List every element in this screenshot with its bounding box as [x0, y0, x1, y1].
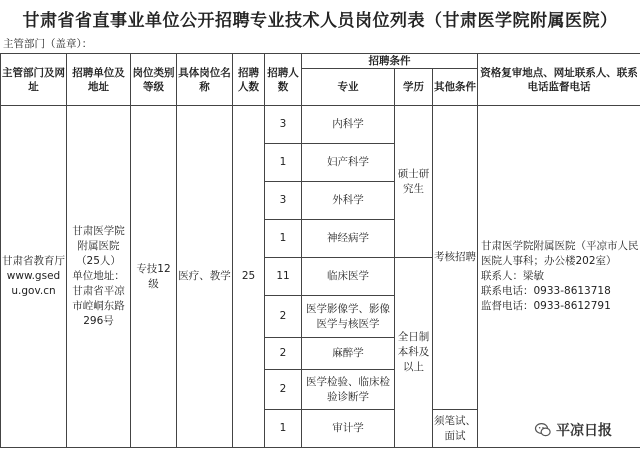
- cell-count: 2: [265, 296, 302, 338]
- cell-contact: 甘肃医学院附属医院（平凉市人民医院人事科；办公楼202室） 联系人：梁敏 联系电话：0933-8613718 监督电话：0933-8612791: [478, 106, 640, 448]
- cell-major: 麻醉学: [302, 338, 395, 370]
- watermark: [530, 418, 616, 442]
- cell-count: 1: [265, 220, 302, 258]
- header-count: 招聘人数: [265, 54, 302, 106]
- cell-education-b: 全日制本科及以上: [395, 258, 433, 448]
- header-contact: 资格复审地点、网址联系人、联系电话监督电话: [478, 54, 640, 106]
- cell-count: 3: [265, 182, 302, 220]
- cell-major: 神经病学: [302, 220, 395, 258]
- cell-major: 审计学: [302, 410, 395, 448]
- header-position: 具体岗位名称: [177, 54, 233, 106]
- wechat-icon: [534, 421, 552, 439]
- cell-education-a: 硕士研究生: [395, 106, 433, 258]
- recruitment-table: [0, 53, 640, 448]
- header-category: 岗位类别等级: [131, 54, 177, 106]
- header-other: 其他条件: [433, 69, 478, 106]
- cell-other-b: 须笔试、面试: [433, 410, 478, 448]
- header-education: 学历: [395, 69, 433, 106]
- header-unit: 招聘单位及地址: [67, 54, 131, 106]
- cell-major: 外科学: [302, 182, 395, 220]
- cell-count: 3: [265, 106, 302, 144]
- cell-major: 临床医学: [302, 258, 395, 296]
- header-dept: 主管部门及网址: [1, 54, 67, 106]
- cell-count: 2: [265, 370, 302, 410]
- cell-count: 1: [265, 410, 302, 448]
- cell-major: 妇产科学: [302, 144, 395, 182]
- watermark-text: 平凉日报: [556, 423, 612, 439]
- cell-major: 医学检验、临床检验诊断学: [302, 370, 395, 410]
- cell-count: 11: [265, 258, 302, 296]
- cell-unit: 甘肃医学院附属医院（25人） 单位地址：甘肃省平凉市崆峒东路296号: [67, 106, 131, 448]
- cell-position: 医疗、教学: [177, 106, 233, 448]
- page-title: 甘肃省省直事业单位公开招聘专业技术人员岗位列表（甘肃医学院附属医院）: [22, 11, 618, 31]
- cell-dept: 甘肃省教育厅 www.gsedu.gov.cn: [1, 106, 67, 448]
- cell-count: 1: [265, 144, 302, 182]
- dept-stamp-label: 主管部门（盖章）：: [3, 38, 93, 50]
- cell-count: 2: [265, 338, 302, 370]
- header-total: 招聘人数: [233, 54, 265, 106]
- cell-major: 内科学: [302, 106, 395, 144]
- header-major: 专业: [302, 69, 395, 106]
- cell-total: 25: [233, 106, 265, 448]
- cell-major: 医学影像学、影像医学与核医学: [302, 296, 395, 338]
- header-conditions: 招聘条件: [302, 54, 478, 69]
- cell-category: 专技12级: [131, 106, 177, 448]
- cell-other-a: 考核招聘: [433, 106, 478, 410]
